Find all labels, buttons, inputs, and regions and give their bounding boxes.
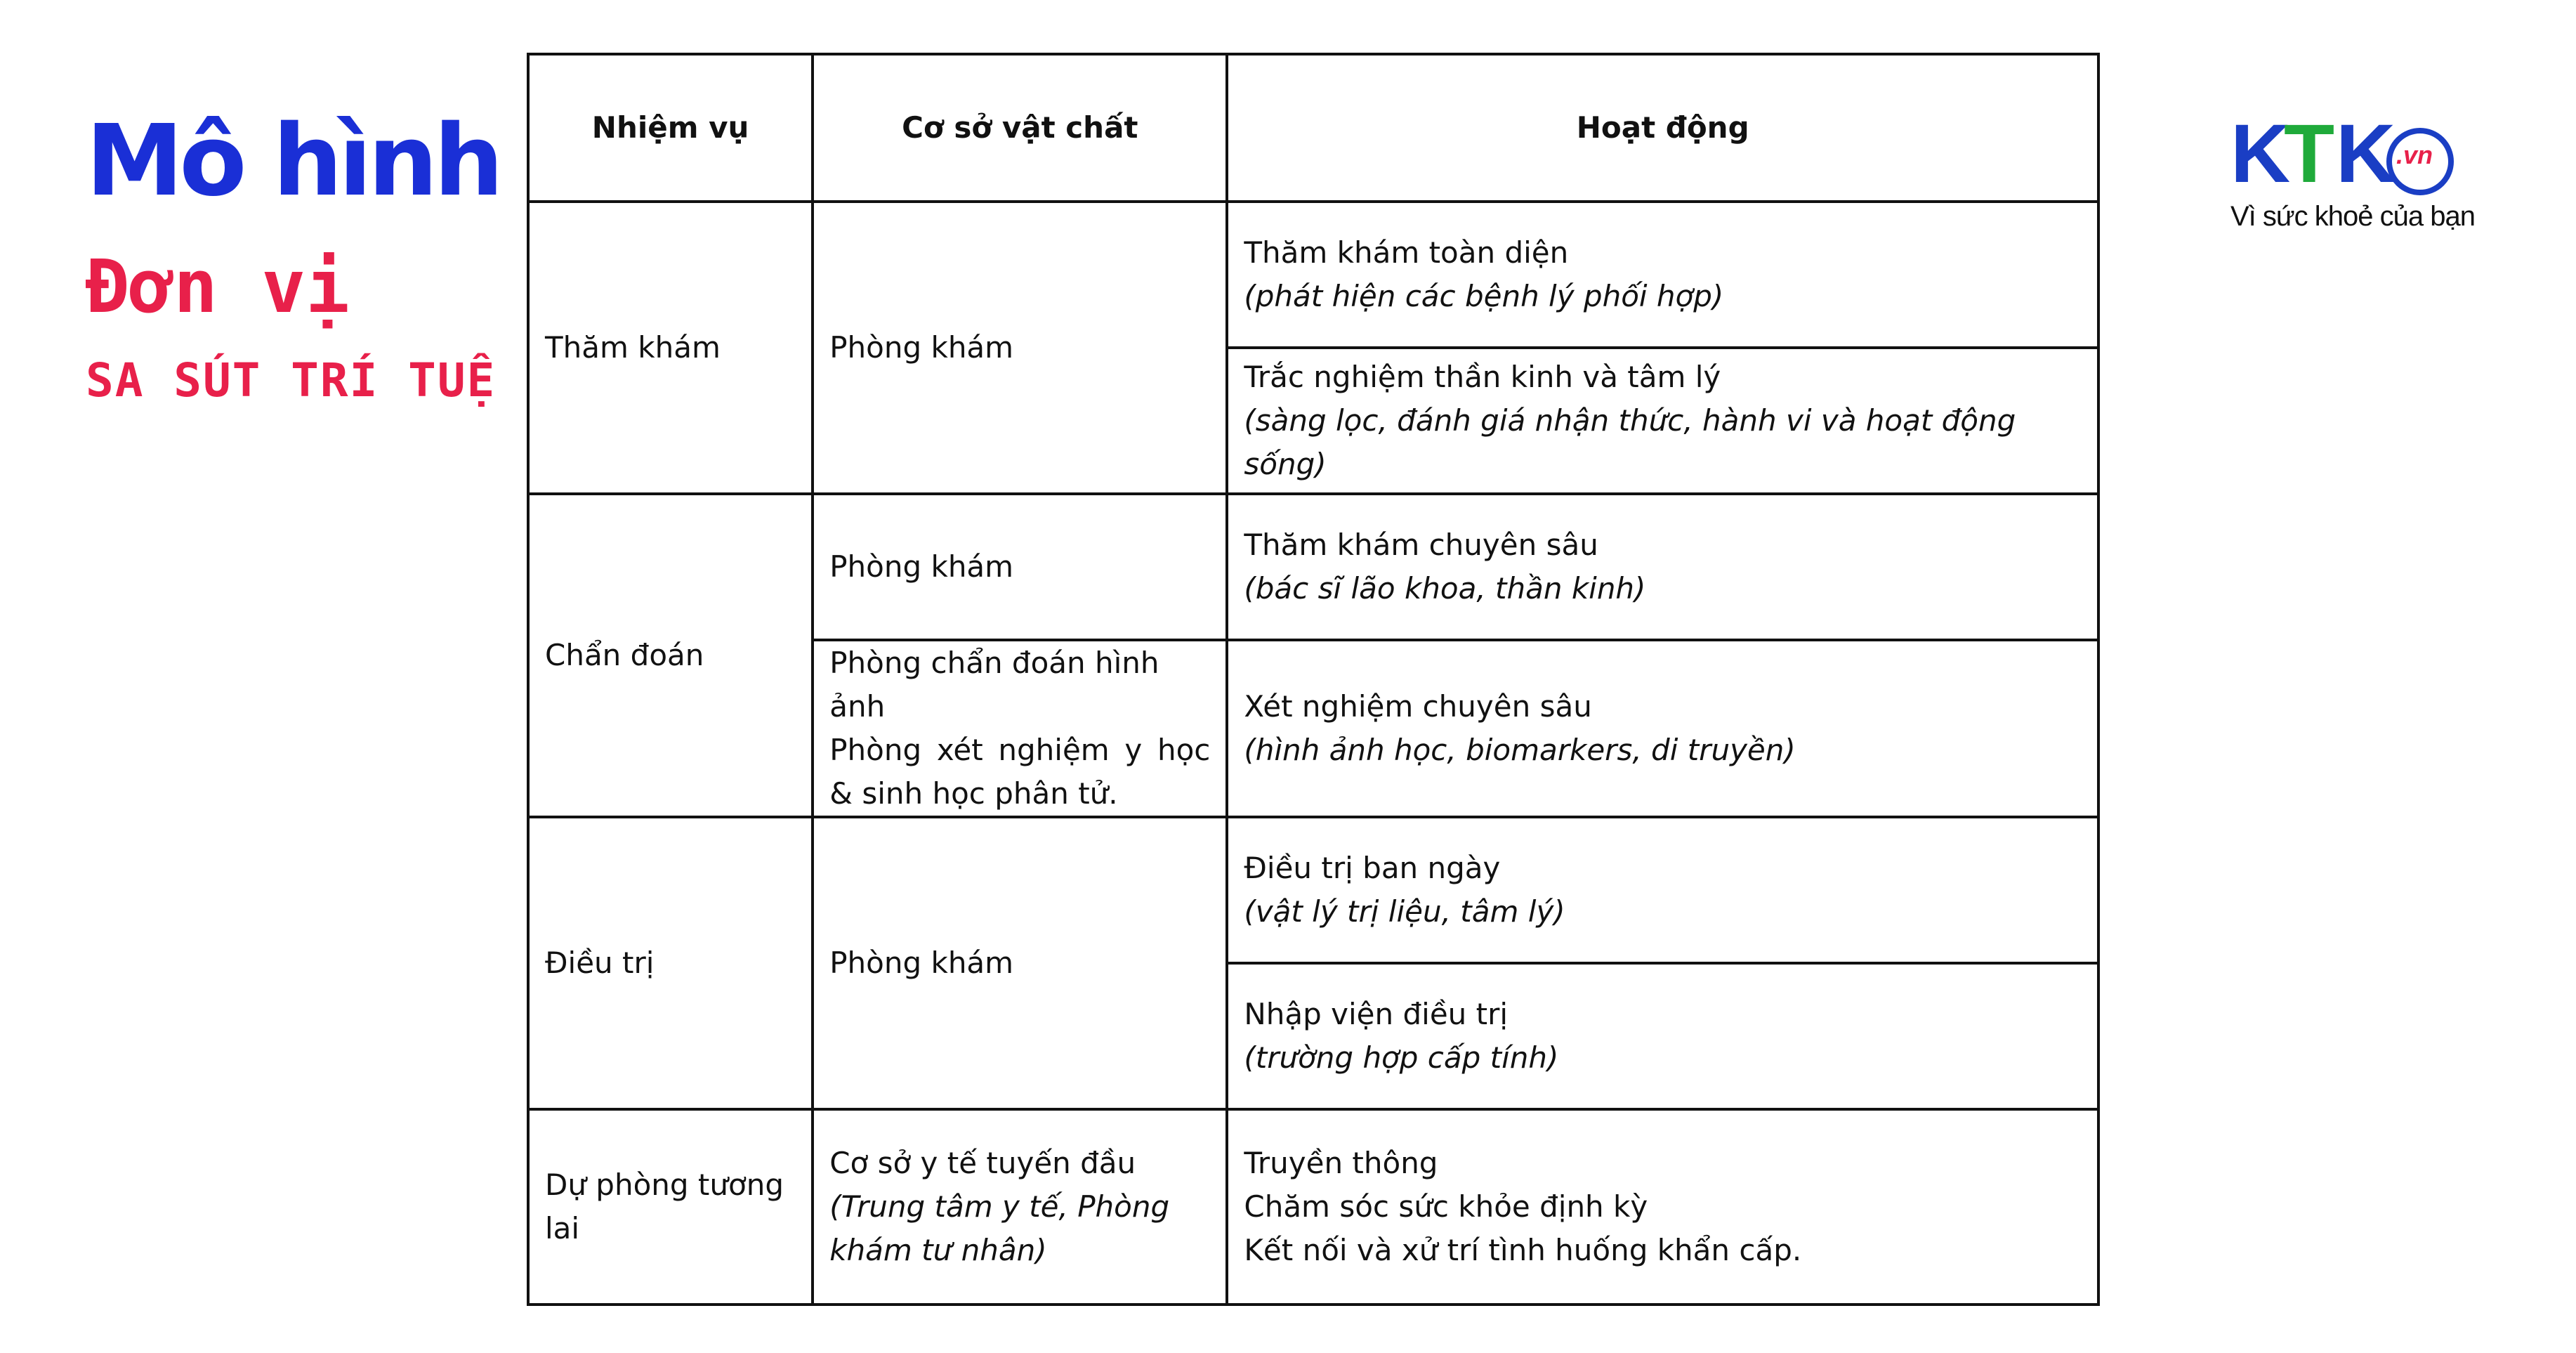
facility-cell [813, 640, 1227, 817]
ktk-logo [2230, 107, 2483, 233]
title-block [86, 105, 507, 409]
logo-letter-k2: K [2336, 107, 2396, 200]
activity-main: Điều trị ban ngày [1244, 851, 1501, 885]
activity-main: Xét nghiệm chuyên sâu [1244, 689, 1592, 724]
activity-line: Kết nối và xử trí tình huống khẩn cấp. [1244, 1233, 1802, 1267]
facility-line: Phòng chẩn đoán hình ảnh [829, 646, 1159, 724]
activity-cell [1227, 817, 2098, 963]
logo-letter-t: T [2284, 107, 2335, 200]
activity-line: Chăm sóc sức khỏe định kỳ [1244, 1189, 1648, 1224]
activity-main: Thăm khám chuyên sâu [1244, 528, 1598, 562]
activity-main: Thăm khám toàn diện [1244, 235, 1569, 270]
activity-cell [1227, 348, 2098, 494]
facility-cell: Phòng khám [813, 494, 1227, 640]
task-cell: Chẩn đoán [528, 494, 813, 817]
activity-cell [1227, 1109, 2098, 1305]
activity-note: (sàng lọc, đánh giá nhận thức, hành vi và hoạt động sống) [1244, 403, 2016, 481]
logo-domain: .vn [2396, 140, 2433, 169]
facility-cell [813, 1109, 1227, 1305]
table-header-row [528, 54, 2098, 202]
facility-line: Cơ sở y tế tuyến đầu [829, 1146, 1136, 1180]
logo-letter-k: K [2230, 107, 2291, 200]
activity-cell [1227, 963, 2098, 1109]
page-title: Mô hình [86, 104, 500, 218]
task-cell: Thăm khám [528, 202, 813, 494]
activity-cell [1227, 202, 2098, 348]
logo-tagline: Vì sức khoẻ của bạn [2230, 201, 2475, 232]
activity-note: (phát hiện các bệnh lý phối hợp) [1244, 279, 1724, 313]
activity-note: (hình ảnh học, biomarkers, di truyền) [1244, 733, 1796, 767]
activity-note: (bác sĩ lão khoa, thần kinh) [1244, 571, 1646, 606]
table-row [528, 1109, 2098, 1305]
activity-note: (vật lý trị liệu, tâm lý) [1244, 894, 1565, 929]
header-cell: Cơ sở vật chất [813, 54, 1227, 202]
page-subtitle: Đơn vị [86, 244, 350, 329]
facility-line: Phòng xét nghiệm y học & sinh học phân tử. [829, 733, 1211, 811]
activity-note: (trường hợp cấp tính) [1244, 1040, 1559, 1075]
activity-cell [1227, 494, 2098, 640]
facility-cell: Phòng khám [813, 817, 1227, 1109]
task-cell: Điều trị [528, 817, 813, 1109]
activity-cell [1227, 640, 2098, 817]
logo-mark [2230, 107, 2483, 200]
header-cell: Hoạt động [1227, 54, 2098, 202]
page-topic: SA SÚT TRÍ TUỆ [86, 353, 497, 407]
dementia-unit-table [527, 53, 2100, 1306]
facility-cell: Phòng khám [813, 202, 1227, 494]
activity-main: Trắc nghiệm thần kinh và tâm lý [1244, 360, 1721, 394]
activity-main: Nhập viện điều trị [1244, 997, 1509, 1031]
facility-note: (Trung tâm y tế, Phòng khám tư nhân) [829, 1189, 1170, 1267]
table-row [528, 494, 2098, 640]
header-cell: Nhiệm vụ [528, 54, 813, 202]
table-row [528, 202, 2098, 348]
activity-line: Truyền thông [1244, 1146, 1438, 1180]
task-cell: Dự phòng tương lai [528, 1109, 813, 1305]
table-row [528, 817, 2098, 963]
